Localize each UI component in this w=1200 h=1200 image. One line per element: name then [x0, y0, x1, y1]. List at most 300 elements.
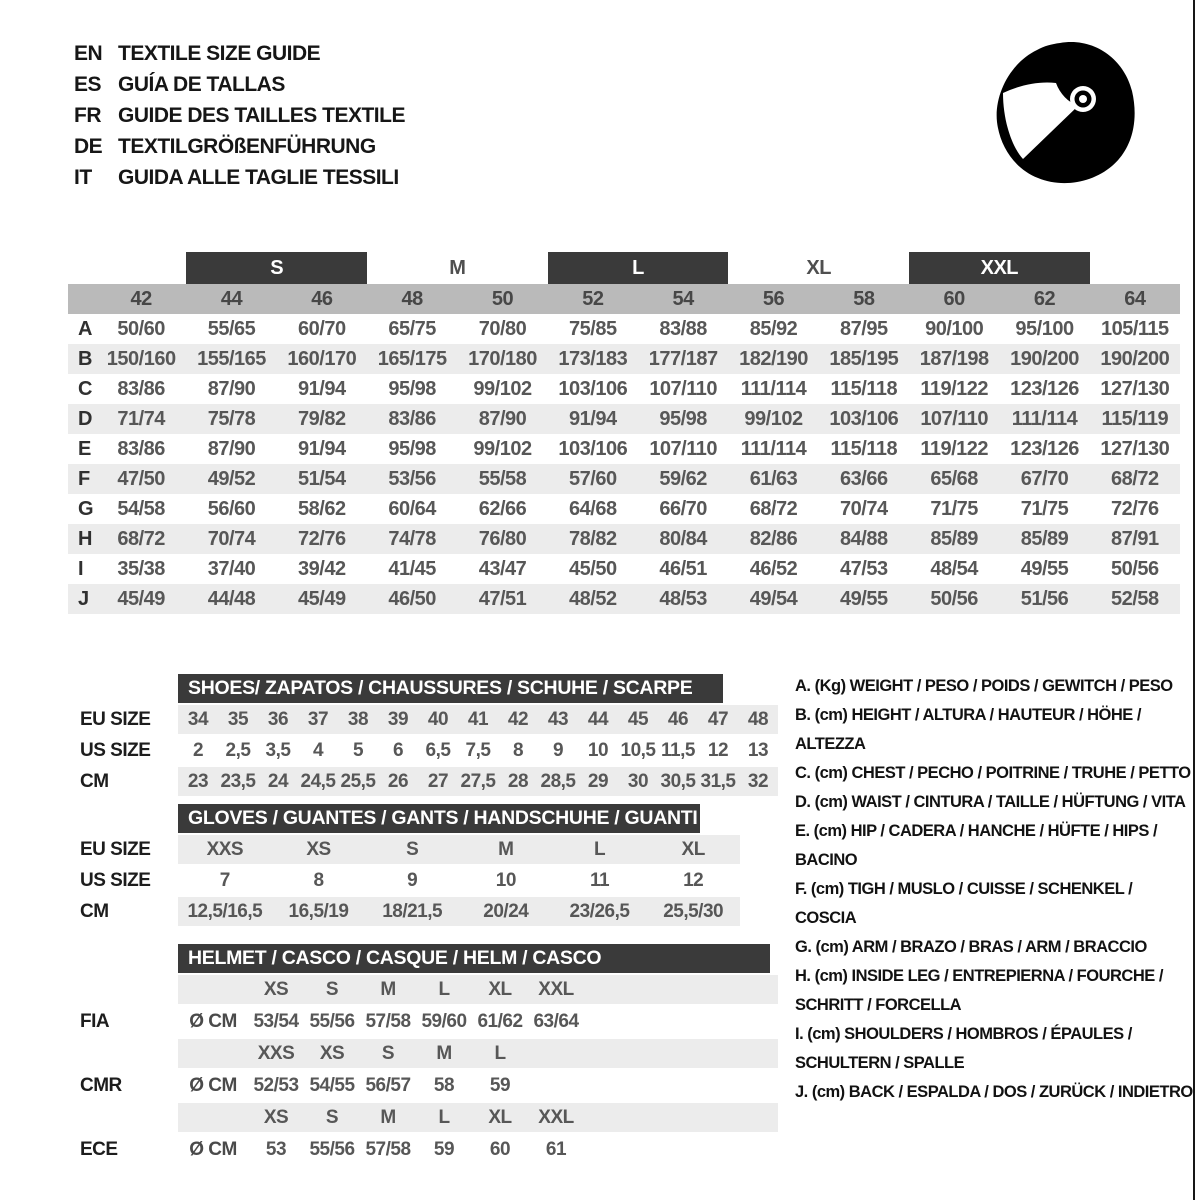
size-value: 82/86 — [749, 527, 798, 550]
helmet-values-ece — [178, 1135, 778, 1164]
gloves-value: 8 — [313, 869, 324, 891]
shoes-value: 11,5 — [661, 739, 695, 761]
size-value: 95/98 — [659, 407, 707, 430]
helmet-value: 59/60 — [421, 1010, 467, 1032]
size-value: 52/58 — [1111, 587, 1159, 610]
size-value: 71/74 — [117, 407, 165, 430]
shoes-value: 40 — [427, 708, 449, 730]
helmet-sizes-row-ece — [80, 1103, 778, 1132]
helmet-filler — [584, 1039, 778, 1068]
size-value: 68/72 — [117, 527, 165, 550]
size-table-row-B — [68, 344, 1180, 374]
shoes-value: 23 — [187, 770, 209, 792]
gloves-value: 11 — [589, 869, 610, 891]
legend-item-E: E. (cm) HIP / CADERA / HANCHE / HÜFTE / HIPS / BACINO — [795, 822, 1158, 869]
measurement-legend — [795, 672, 1195, 1107]
helmet-filler — [584, 1135, 778, 1164]
size-group-XXL: XXL — [909, 252, 1090, 284]
legend-item-D: D. (cm) WAIST / CINTURA / TAILLE / HÜFTUNG / VITA — [795, 793, 1186, 811]
size-value: 44/48 — [207, 587, 256, 610]
row-label-A: A — [78, 317, 93, 340]
size-value: 72/76 — [298, 527, 346, 550]
gloves-value: 12,5/16,5 — [187, 900, 263, 922]
size-value: 105/115 — [1100, 317, 1169, 340]
size-table-row-I — [68, 554, 1180, 584]
size-value: 99/102 — [744, 407, 803, 430]
shoes-row-label-us-size: US SIZE — [80, 739, 151, 761]
size-column-48: 48 — [401, 287, 423, 310]
shoes-row — [80, 705, 778, 734]
row-label-I: I — [78, 557, 84, 580]
shoes-row-values — [178, 736, 778, 765]
helmet-sizes-ece — [178, 1103, 778, 1132]
helmet-size: L — [438, 1106, 450, 1128]
size-value: 75/78 — [207, 407, 256, 430]
size-value: 107/110 — [920, 407, 989, 430]
gloves-row-label-eu-size: EU SIZE — [80, 838, 151, 860]
size-value: 84/88 — [840, 527, 888, 550]
shoes-value: 9 — [552, 739, 564, 761]
helmet-values-row-ece — [80, 1135, 778, 1164]
guide-title-it: GUIDA ALLE TAGLIE TESSILI — [118, 165, 399, 189]
size-value: 111/114 — [740, 437, 807, 460]
shoes-value: 47 — [707, 708, 729, 730]
helmet-unit-spacer — [178, 1039, 248, 1068]
size-value: 60/70 — [298, 317, 346, 340]
size-value: 45/50 — [569, 557, 617, 580]
helmet-filler — [584, 1007, 778, 1036]
size-value: 55/58 — [478, 467, 527, 490]
size-value: 57/60 — [569, 467, 617, 490]
size-group-L: L — [548, 252, 729, 284]
size-column-54: 54 — [672, 287, 694, 310]
racing-helmet-icon-svg — [982, 34, 1142, 196]
shoes-row — [80, 736, 778, 765]
gloves-value: S — [406, 838, 419, 860]
legend-item-C: C. (cm) CHEST / PECHO / POITRINE / TRUHE / PETTO — [795, 764, 1191, 782]
size-value: 103/106 — [829, 407, 899, 430]
shoes-value: 38 — [347, 708, 369, 730]
gloves-row — [80, 866, 740, 895]
row-label-H: H — [78, 527, 93, 550]
size-value: 50/56 — [930, 587, 978, 610]
helmet-size: S — [325, 1106, 339, 1128]
gloves-section — [80, 804, 740, 928]
size-value: 83/86 — [388, 407, 436, 430]
helmet-header: HELMET / CASCO / CASQUE / HELM / CASCO — [178, 944, 770, 973]
helmet-standard-cmr: CMR — [80, 1074, 122, 1096]
helmet-filler — [584, 975, 778, 1004]
size-value: 72/76 — [1111, 497, 1159, 520]
size-value: 95/98 — [388, 377, 436, 400]
helmet-size: XS — [263, 1106, 289, 1128]
size-value: 173/183 — [558, 347, 628, 370]
helmet-size: XXL — [538, 1106, 574, 1128]
gloves-value: XXS — [206, 838, 244, 860]
size-value: 63/66 — [840, 467, 888, 490]
size-column-50: 50 — [491, 287, 514, 310]
size-value: 47/53 — [840, 557, 888, 580]
legend-item-B: B. (cm) HEIGHT / ALTURA / HAUTEUR / HÖHE / ALTEZZA — [795, 706, 1141, 753]
size-value: 127/130 — [1100, 437, 1170, 460]
gloves-row-values — [178, 835, 740, 864]
size-value: 56/60 — [207, 497, 256, 520]
shoes-value: 24 — [267, 770, 289, 792]
helmet-size: XS — [319, 1042, 345, 1064]
size-value: 87/90 — [207, 437, 256, 460]
language-row — [74, 69, 405, 100]
shoes-value: 4 — [312, 739, 324, 761]
size-number-header-row — [68, 284, 1180, 314]
size-value: 80/84 — [659, 527, 707, 550]
shoes-value: 46 — [667, 708, 689, 730]
size-column-62: 62 — [1033, 287, 1056, 310]
size-value: 83/88 — [659, 317, 707, 340]
guide-title-en: TEXTILE SIZE GUIDE — [118, 41, 321, 65]
size-value: 49/55 — [1020, 557, 1069, 580]
shoes-value: 44 — [587, 708, 609, 730]
helmet-value: 59 — [433, 1138, 455, 1160]
gloves-value: 10 — [495, 869, 516, 891]
language-code-de: DE — [74, 134, 103, 158]
language-code-it: IT — [74, 165, 92, 189]
size-value: 45/49 — [117, 587, 165, 610]
shoes-value: 43 — [547, 708, 569, 730]
gloves-value: 25,5/30 — [663, 900, 724, 922]
shoes-value: 39 — [387, 708, 409, 730]
size-value: 177/187 — [648, 347, 718, 370]
size-value: 70/74 — [207, 527, 256, 550]
gloves-value: 20/24 — [483, 900, 529, 922]
helmet-size: S — [381, 1042, 395, 1064]
size-value: 39/42 — [298, 557, 346, 580]
legend-item-F: F. (cm) TIGH / MUSLO / CUISSE / SCHENKEL / COSCIA — [795, 880, 1133, 927]
helmet-size: L — [438, 978, 450, 1000]
size-value: 185/195 — [829, 347, 899, 370]
helmet-values-row-fia — [80, 1007, 778, 1036]
size-column-52: 52 — [582, 287, 604, 310]
gloves-value: L — [593, 838, 606, 860]
gloves-value: 9 — [407, 869, 418, 891]
shoes-value: 42 — [507, 708, 529, 730]
helmet-filler — [584, 1071, 778, 1100]
size-value: 85/89 — [930, 527, 978, 550]
shoes-value: 26 — [387, 770, 409, 792]
shoes-value: 29 — [587, 770, 609, 792]
helmet-value: 54/55 — [309, 1074, 355, 1096]
guide-title-fr: GUIDE DES TAILLES TEXTILE — [118, 103, 405, 127]
shoes-value: 27 — [427, 770, 449, 792]
language-code-fr: FR — [74, 103, 101, 127]
size-value: 155/165 — [197, 347, 266, 370]
guide-title-es: GUÍA DE TALLAS — [118, 72, 285, 96]
size-value: 170/180 — [468, 347, 537, 370]
size-value: 111/114 — [740, 377, 807, 400]
helmet-unit-spacer — [178, 1103, 248, 1132]
size-value: 47/51 — [478, 587, 527, 610]
shoes-rows — [80, 705, 778, 796]
size-column-46: 46 — [311, 287, 333, 310]
size-column-60: 60 — [943, 287, 965, 310]
size-column-42: 42 — [130, 287, 152, 310]
row-label-F: F — [78, 467, 91, 490]
shoes-value: 3,5 — [265, 739, 291, 761]
shoes-value: 31,5 — [700, 770, 736, 792]
size-group-S: S — [186, 252, 367, 284]
size-value: 85/89 — [1020, 527, 1069, 550]
legend-item-A: A. (Kg) WEIGHT / PESO / POIDS / GEWITCH / PESO — [795, 677, 1173, 695]
size-value: 71/75 — [930, 497, 978, 520]
size-value: 182/190 — [739, 347, 808, 370]
gloves-row — [80, 835, 740, 864]
helmet-value: 61/62 — [477, 1010, 523, 1032]
size-table-row-E — [68, 434, 1180, 464]
size-value: 91/94 — [298, 437, 346, 460]
size-value: 99/102 — [473, 437, 532, 460]
helmet-value: 57/58 — [365, 1010, 411, 1032]
helmet-values-row-cmr — [80, 1071, 778, 1100]
textile-size-table — [68, 252, 1180, 614]
row-label-C: C — [78, 377, 93, 400]
shoes-value: 6 — [392, 739, 404, 761]
size-table-row-A — [68, 314, 1180, 344]
size-value: 190/200 — [1100, 347, 1170, 370]
size-column-58: 58 — [853, 287, 875, 310]
shoes-header: SHOES/ ZAPATOS / CHAUSSURES / SCHUHE / SCARPE — [178, 674, 723, 703]
size-table-body — [68, 314, 1180, 614]
size-value: 127/130 — [1100, 377, 1170, 400]
gloves-row-values — [178, 897, 740, 926]
language-row — [74, 162, 405, 193]
legend-item-H: H. (cm) INSIDE LEG / ENTREPIERNA / FOURCHE / SCHRITT / FORCELLA — [795, 967, 1163, 1014]
helmet-size: XL — [488, 1106, 512, 1128]
gloves-value: XS — [306, 838, 331, 860]
helmet-value: 57/58 — [365, 1138, 411, 1160]
helmet-standard-ece: ECE — [80, 1138, 118, 1160]
shoes-value: 32 — [747, 770, 769, 792]
shoes-value: 23,5 — [220, 770, 256, 792]
shoes-row-label-eu-size: EU SIZE — [80, 708, 151, 730]
row-label-J: J — [78, 587, 90, 610]
size-group-header-row — [68, 252, 1180, 284]
size-value: 64/68 — [569, 497, 617, 520]
row-label-G: G — [78, 497, 94, 520]
size-column-44: 44 — [220, 287, 243, 310]
size-value: 46/52 — [749, 557, 798, 580]
size-value: 111/114 — [1011, 407, 1078, 430]
gloves-value: 12 — [683, 869, 704, 891]
size-value: 51/56 — [1020, 587, 1069, 610]
helmet-value: 58 — [433, 1074, 455, 1096]
size-value: 45/49 — [298, 587, 346, 610]
language-code-en: EN — [74, 41, 103, 65]
helmet-unit: Ø CM — [189, 1010, 237, 1032]
helmet-value: 55/56 — [309, 1138, 355, 1160]
size-value: 70/80 — [478, 317, 527, 340]
size-value: 50/56 — [1111, 557, 1159, 580]
helmet-rows — [80, 975, 778, 1164]
gloves-value: 23/26,5 — [569, 900, 630, 922]
gloves-rows — [80, 835, 740, 926]
gloves-row-label-us-size: US SIZE — [80, 869, 151, 891]
shoes-value: 30 — [627, 770, 649, 792]
shoes-value: 28 — [507, 770, 529, 792]
helmet-value: 53/54 — [253, 1010, 299, 1032]
size-value: 99/102 — [473, 377, 532, 400]
helmet-sizes-row-fia — [80, 975, 778, 1004]
gloves-value: 7 — [219, 869, 230, 891]
size-value: 83/86 — [117, 437, 165, 460]
size-table-row-H — [68, 524, 1180, 554]
size-group-XL: XL — [806, 256, 831, 279]
gloves-value: 18/21,5 — [382, 900, 443, 922]
size-value: 76/80 — [478, 527, 527, 550]
helmet-value: 53 — [265, 1138, 287, 1160]
size-value: 95/98 — [388, 437, 436, 460]
guide-title-de: TEXTILGRÖßENFÜHRUNG — [118, 134, 376, 158]
gloves-row — [80, 897, 740, 926]
size-value: 49/54 — [749, 587, 798, 610]
helmet-value: 55/56 — [309, 1010, 355, 1032]
size-value: 83/86 — [117, 377, 165, 400]
gloves-value: 16,5/19 — [288, 900, 349, 922]
size-value: 49/52 — [207, 467, 256, 490]
size-value: 95/100 — [1015, 317, 1074, 340]
shoes-row-values — [178, 705, 778, 734]
shoes-value: 30,5 — [660, 770, 696, 792]
helmet-values-cmr — [178, 1071, 778, 1100]
gloves-header: GLOVES / GUANTES / GANTS / HANDSCHUHE / GUANTI — [178, 804, 700, 833]
size-value: 62/66 — [478, 497, 527, 520]
shoes-value: 13 — [747, 739, 769, 761]
helmet-value — [528, 1071, 584, 1100]
size-value: 119/122 — [920, 437, 989, 460]
size-value: 115/119 — [1101, 407, 1169, 430]
size-table-row-G — [68, 494, 1180, 524]
helmet-value: 59 — [489, 1074, 511, 1096]
size-value: 75/85 — [569, 317, 617, 340]
shoes-value: 27,5 — [460, 770, 496, 792]
size-column-64: 64 — [1124, 287, 1146, 310]
shoes-value: 35 — [227, 708, 249, 730]
helmet-size: XL — [488, 978, 512, 1000]
helmet-size: XXL — [538, 978, 574, 1000]
size-value: 55/65 — [207, 317, 256, 340]
size-table-row-F — [68, 464, 1180, 494]
size-value: 87/91 — [1111, 527, 1159, 550]
shoes-value: 28,5 — [540, 770, 576, 792]
size-value: 71/75 — [1020, 497, 1069, 520]
size-value: 43/47 — [478, 557, 527, 580]
row-label-B: B — [78, 347, 93, 370]
shoes-value: 12 — [707, 739, 729, 761]
helmet-sizes-cmr — [178, 1039, 778, 1068]
helmet-sizes-row-cmr — [80, 1039, 778, 1068]
row-label-E: E — [78, 437, 92, 460]
helmet-section — [80, 944, 778, 1167]
helmet-size: M — [380, 978, 396, 1000]
shoes-value: 7,5 — [465, 739, 491, 761]
shoes-value: 45 — [627, 708, 649, 730]
size-value: 48/54 — [930, 557, 978, 580]
size-value: 87/95 — [840, 317, 888, 340]
legend-item-G: G. (cm) ARM / BRAZO / BRAS / ARM / BRACCIO — [795, 938, 1147, 956]
size-column-spacer — [68, 284, 96, 314]
shoes-value: 25,5 — [340, 770, 376, 792]
size-value: 74/78 — [388, 527, 436, 550]
size-value: 68/72 — [749, 497, 798, 520]
helmet-value: 61 — [545, 1138, 567, 1160]
language-title-list — [74, 38, 405, 193]
gloves-row-values — [178, 866, 740, 895]
size-group-M: M — [449, 256, 466, 279]
helmet-value: 63/64 — [533, 1010, 579, 1032]
shoes-section — [80, 674, 778, 798]
size-value: 65/68 — [930, 467, 978, 490]
size-value: 58/62 — [298, 497, 346, 520]
size-value: 37/40 — [207, 557, 256, 580]
shoes-row — [80, 767, 778, 796]
size-value: 107/110 — [649, 437, 718, 460]
size-table-row-J — [68, 584, 1180, 614]
size-value: 87/90 — [478, 407, 527, 430]
size-value: 48/53 — [659, 587, 707, 610]
helmet-size — [528, 1039, 584, 1068]
language-row — [74, 38, 405, 69]
helmet-size: S — [325, 978, 339, 1000]
helmet-size: M — [436, 1042, 452, 1064]
size-value: 66/70 — [659, 497, 707, 520]
size-table-row-C — [68, 374, 1180, 404]
size-value: 51/54 — [298, 467, 346, 490]
size-value: 47/50 — [117, 467, 165, 490]
gloves-value: M — [498, 838, 514, 860]
helmet-size: L — [494, 1042, 506, 1064]
size-value: 41/45 — [388, 557, 436, 580]
shoes-value: 41 — [467, 708, 489, 730]
shoes-value: 6,5 — [425, 739, 451, 761]
shoes-value: 36 — [267, 708, 289, 730]
size-value: 123/126 — [1010, 437, 1079, 460]
size-value: 85/92 — [749, 317, 798, 340]
shoes-value: 5 — [352, 739, 364, 761]
shoes-value: 24,5 — [300, 770, 336, 792]
size-value: 35/38 — [117, 557, 165, 580]
shoes-value: 10,5 — [620, 739, 656, 761]
helmet-values-fia — [178, 1007, 778, 1036]
racing-helmet-icon — [982, 34, 1142, 201]
size-value: 103/106 — [558, 377, 628, 400]
helmet-unit-spacer — [178, 975, 248, 1004]
size-value: 67/70 — [1020, 467, 1069, 490]
shoes-value: 37 — [307, 708, 329, 730]
size-column-56: 56 — [762, 287, 785, 310]
row-label-D: D — [78, 407, 93, 430]
helmet-size: M — [380, 1106, 396, 1128]
size-value: 87/90 — [207, 377, 256, 400]
legend-item-J: J. (cm) BACK / ESPALDA / DOS / ZURÜCK / INDIETRO — [795, 1083, 1193, 1101]
size-value: 65/75 — [388, 317, 436, 340]
helmet-value: 60 — [489, 1138, 511, 1160]
size-value: 150/160 — [106, 347, 176, 370]
size-value: 103/106 — [558, 437, 628, 460]
size-value: 115/118 — [830, 437, 898, 460]
size-value: 91/94 — [569, 407, 617, 430]
size-value: 50/60 — [117, 317, 165, 340]
size-value: 53/56 — [388, 467, 436, 490]
legend-item-I: I. (cm) SHOULDERS / HOMBROS / ÉPAULES / SCHULTERN / SPALLE — [795, 1025, 1132, 1072]
size-value: 123/126 — [1010, 377, 1079, 400]
